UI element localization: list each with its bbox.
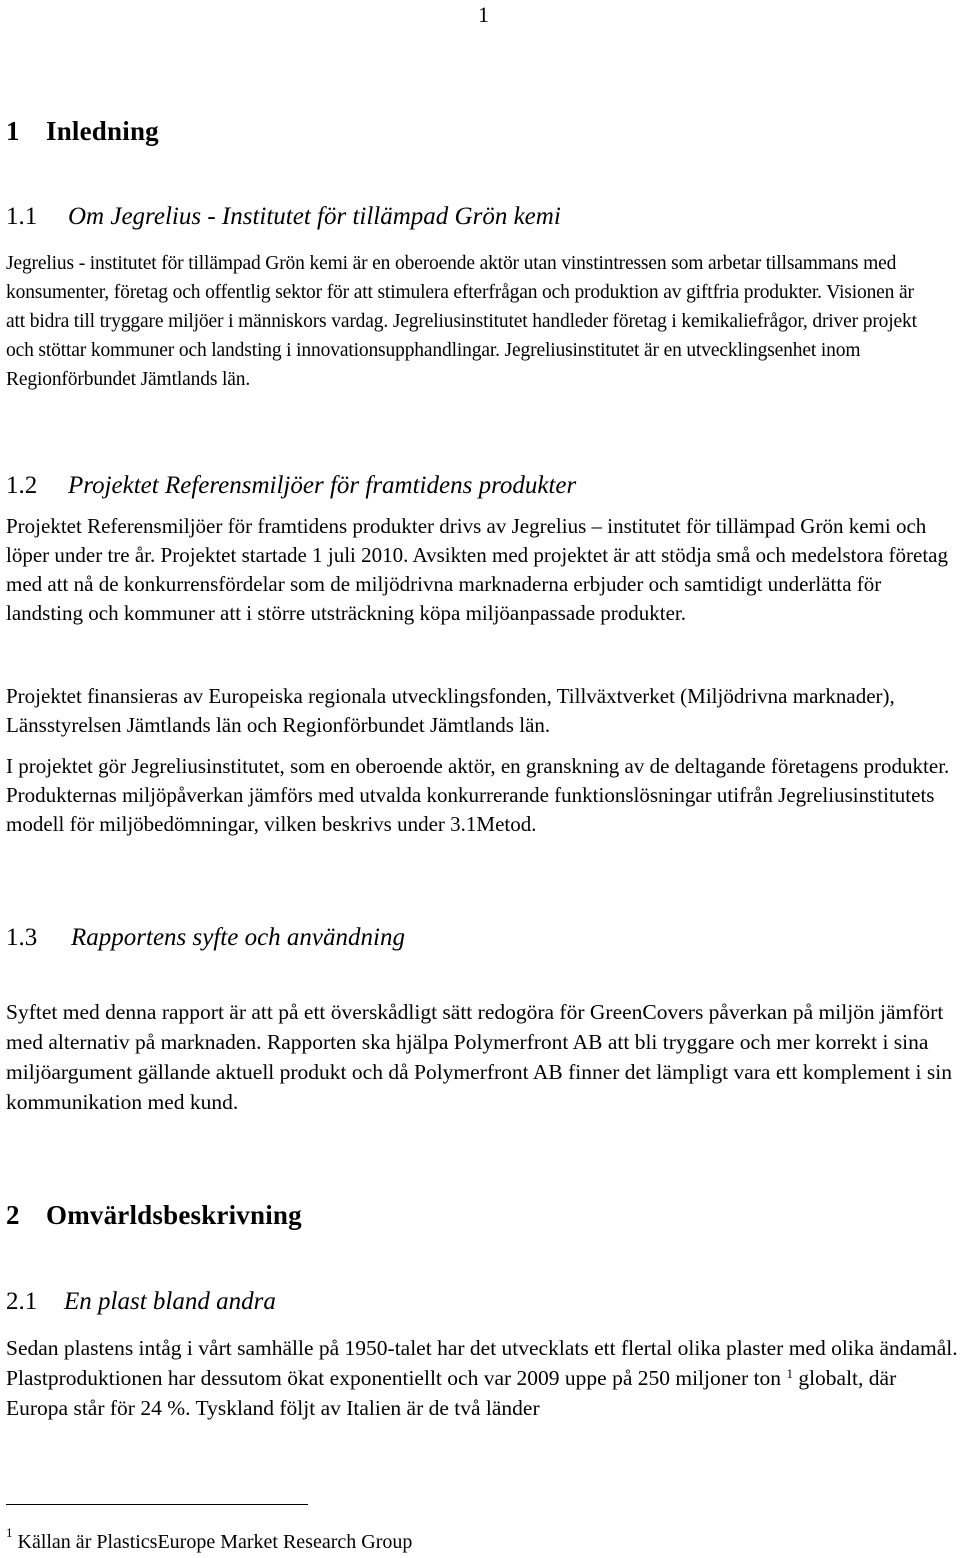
heading-number: 1	[6, 116, 20, 146]
paragraph-projektet: Projektet Referensmiljöer för framtidens produkter drivs av Jegrelius – institutet för tillämpad Grön kemi och löper under tre år. Projektet startade 1 juli 2010. Avsikten med projektet är att stödja små och medelstora företag med att nå de konkurrensfördelar som de miljödrivna marknaderna erbjuder och samtidigt underlätta för landsting och kommuner att i större utsträckning köpa miljöanpassade produkter.	[6, 514, 948, 625]
heading-1-1	[6, 203, 561, 231]
page-number: 1	[478, 2, 489, 27]
paragraph-text: Sedan plastens intåg i vårt samhälle på 1950-talet har det utvecklats ett flertal olika plaster med olika ändamål. Plastproduktionen har dessutom ökat exponentiellt och var 2009 uppe på 250 miljoner ton	[6, 1336, 958, 1390]
heading-2-1	[6, 1288, 276, 1316]
paragraph-finansiering: Projektet finansieras av Europeiska regionala utvecklingsfonden, Tillväxtverket (Miljödrivna marknader), Länsstyrelsen Jämtlands län och Regionförbundet Jämtlands län.	[6, 684, 895, 737]
paragraph-syfte: Syftet med denna rapport är att på ett överskådligt sätt redogöra för GreenCovers påverkan på miljön jämfört med alternativ på marknaden. Rapporten ska hjälpa Polymerfront AB att bli tryggare och mer korrekt i sina miljöargument gällande aktuell produkt och då Polymerfront AB finner det lämpligt vara ett komplement i sin kommunikation med kund.	[6, 1000, 952, 1114]
footnote-marker: 1	[6, 1525, 13, 1540]
heading-title: Rapportens syfte och användning	[71, 924, 405, 951]
footnote-reference[interactable]: 1	[786, 1366, 793, 1381]
heading-omvarldsbeskrivning	[6, 1200, 302, 1231]
heading-number: 2.1	[6, 1288, 38, 1315]
heading-number: 1.3	[6, 924, 38, 951]
heading-title: Omvärldsbeskrivning	[46, 1200, 302, 1230]
paragraph-jegrelius: Jegrelius - institutet för tillämpad Grön kemi är en oberoende aktör utan vinstintressen som arbetar tillsammans med konsumenter, företag och offentlig sektor för att stimulera efterfrågan och produktion av giftfria produkter. Visionen är att bidra till tryggare miljöer i människors vardag. Jegreliusinstitutet handleder företag i kemikaliefrågor, driver projekt och stöttar kommuner och landsting i innovationsupphandlingar. Jegreliusinstitutet är en utvecklingsenhet inom Regionförbundet Jämtlands län.	[6, 253, 917, 390]
heading-inledning	[6, 116, 159, 147]
heading-number: 1.1	[6, 203, 38, 230]
paragraph-granskning: I projektet gör Jegreliusinstitutet, som en oberoende aktör, en granskning av de deltagande företagens produkter. Produkternas miljöpåverkan jämförs med utvalda konkurrerande funktionslösningar utifrån Jegreliusinstitutets modell för miljöbedömningar, vilken beskrivs under 3.1Metod.	[6, 754, 950, 836]
paragraph-text: globalt, där Europa står för 24 %. Tyskland följt av Italien är de två länder	[6, 1366, 897, 1420]
footnote	[6, 1525, 413, 1554]
footnote-text: Källan är PlasticsEurope Market Research Group	[12, 1531, 413, 1553]
heading-1-2	[6, 472, 576, 500]
heading-number: 2	[6, 1200, 20, 1230]
heading-title: Projektet Referensmiljöer för framtidens produkter	[68, 472, 577, 499]
heading-number: 1.2	[6, 472, 38, 499]
footnote-separator	[6, 1504, 308, 1505]
paragraph-plast	[6, 1333, 960, 1423]
heading-title: Inledning	[46, 116, 159, 146]
heading-title: En plast bland andra	[64, 1288, 276, 1315]
heading-title: Om Jegrelius - Institutet för tillämpad Grön kemi	[68, 203, 561, 230]
heading-1-3	[6, 924, 405, 952]
